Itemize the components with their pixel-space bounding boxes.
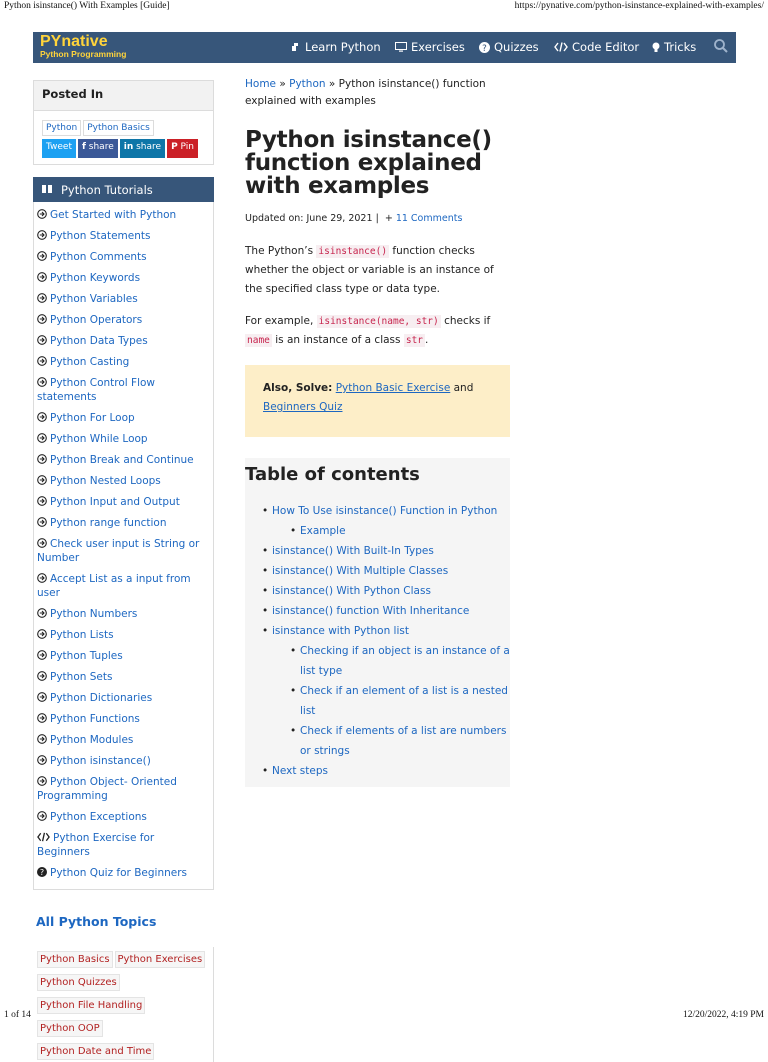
arrow-circle-right-icon	[37, 412, 47, 422]
arrow-circle-right-icon	[37, 671, 47, 681]
svg-text:?: ?	[39, 867, 45, 877]
tutorial-label: Python Sets	[50, 670, 113, 683]
arrow-circle-right-icon	[37, 356, 47, 366]
arrow-circle-right-icon	[37, 734, 47, 744]
inline-code: str	[405, 335, 424, 346]
print-url: https://pynative.com/python-isinstance-explained-with-examples/	[514, 1, 764, 11]
facebook-share-label: share	[88, 142, 114, 152]
arrow-circle-right-icon	[37, 314, 47, 324]
arrow-circle-right-icon	[37, 629, 47, 639]
tutorial-label: Accept List as a input from user	[37, 572, 191, 599]
facebook-icon: f	[81, 142, 86, 152]
sidebar-tutorial-link[interactable]	[37, 288, 210, 309]
toc-item[interactable]: • isinstance() With Multiple Classes	[245, 561, 510, 581]
arrow-circle-right-icon	[37, 650, 47, 660]
inline-code: isinstance(name, str)	[318, 316, 439, 327]
comments-link[interactable]: 11 Comments	[395, 213, 463, 224]
breadcrumb-separator: »	[328, 78, 336, 90]
arrow-circle-right-icon	[37, 272, 47, 282]
intro-paragraph	[245, 242, 510, 299]
text: function checks whether the object or variable is an instance of the specified class type or data type.	[245, 245, 494, 295]
posted-in-heading: Posted In	[34, 81, 213, 111]
sidebar-tutorial-link[interactable]	[37, 372, 210, 407]
sidebar	[33, 80, 214, 1062]
nav-learn-python[interactable]	[291, 40, 381, 54]
posted-in-card	[33, 80, 214, 165]
tutorial-label: Python Input and Output	[50, 495, 180, 508]
text: .	[425, 334, 429, 346]
updated-date: Updated on: June 29, 2021	[245, 213, 373, 224]
tutorial-label: Python Operators	[50, 313, 143, 326]
print-header	[0, 0, 768, 14]
facebook-share-button[interactable]	[78, 139, 118, 158]
tutorials-heading: Python Tutorials	[61, 182, 153, 197]
brand-name: PYnative	[40, 33, 108, 50]
topic-tag[interactable]: Python Basics	[37, 951, 113, 968]
code-icon	[554, 42, 568, 52]
sidebar-tutorial-link[interactable]	[37, 225, 210, 246]
example-paragraph	[245, 312, 510, 350]
toc-item[interactable]: • isinstance() function With Inheritance	[245, 601, 510, 621]
python-tutorials-header	[33, 177, 214, 202]
svg-text:?: ?	[482, 43, 487, 54]
sidebar-tutorial-link[interactable]	[37, 533, 210, 568]
nav-label: Learn Python	[305, 40, 381, 54]
arrow-circle-right-icon	[37, 811, 47, 821]
arrow-circle-right-icon	[37, 251, 47, 261]
pinterest-pin-label: Pin	[180, 142, 194, 152]
arrow-circle-right-icon	[37, 517, 47, 527]
topic-tag[interactable]: Python Exercises	[115, 951, 206, 968]
toc-item[interactable]: • isinstance() With Python Class	[245, 581, 510, 601]
topic-tag[interactable]: Python File Handling	[37, 997, 145, 1014]
sidebar-tutorial-link[interactable]	[37, 512, 210, 533]
arrow-circle-right-icon	[37, 713, 47, 723]
arrow-circle-right-icon	[37, 433, 47, 443]
topics-tags	[33, 947, 214, 1062]
sidebar-tutorial-link[interactable]	[37, 708, 210, 729]
print-page-number: 1 of 14	[4, 1010, 31, 1020]
sidebar-tutorial-link[interactable]	[37, 603, 210, 624]
toc-item[interactable]: • Check if an element of a list is a nested list	[245, 681, 510, 721]
sidebar-tutorial-link[interactable]	[37, 407, 210, 428]
inline-code: isinstance()	[318, 246, 388, 257]
meta-separator: |	[375, 213, 379, 224]
sidebar-tutorial-link[interactable]	[37, 687, 210, 708]
article	[245, 76, 510, 787]
sidebar-tutorial-link[interactable]	[37, 491, 210, 512]
sidebar-tutorial-link[interactable]	[37, 309, 210, 330]
sidebar-tutorial-link[interactable]	[37, 645, 210, 666]
nav-label: Code Editor	[572, 40, 640, 54]
sidebar-tutorial-link[interactable]	[37, 806, 210, 827]
sidebar-tutorial-link[interactable]	[37, 750, 210, 771]
text: and	[453, 382, 474, 394]
arrow-circle-right-icon	[37, 475, 47, 485]
breadcrumb-home[interactable]: Home	[245, 78, 277, 90]
nav-label: Exercises	[411, 40, 465, 54]
category-link-python[interactable]: Python	[42, 120, 81, 136]
sidebar-tutorial-link[interactable]	[37, 771, 210, 806]
tutorial-label: Python Statements	[50, 229, 151, 242]
sidebar-tutorial-link[interactable]	[37, 204, 210, 225]
arrow-circle-right-icon	[37, 692, 47, 702]
nav-label: Tricks	[664, 40, 697, 54]
linkedin-share-button[interactable]	[120, 139, 165, 158]
sidebar-tutorial-link[interactable]	[37, 351, 210, 372]
text: For example,	[245, 315, 314, 327]
print-footer	[0, 1008, 768, 1024]
tutorial-label: Python isinstance()	[50, 754, 151, 767]
tutorial-label: Python Break and Continue	[50, 453, 194, 466]
toc-item[interactable]: • isinstance() With Built-In Types	[245, 541, 510, 561]
toc-item[interactable]: • How To Use isinstance() Function in Python	[245, 501, 510, 521]
sidebar-tutorial-link[interactable]	[37, 862, 210, 883]
beginners-quiz-link[interactable]: Beginners Quiz	[263, 401, 343, 413]
arrow-circle-right-icon	[37, 377, 47, 387]
tweet-button[interactable]	[42, 139, 76, 158]
text: checks if	[444, 315, 491, 327]
arrow-circle-right-icon	[37, 209, 47, 219]
tweet-label: Tweet	[46, 142, 72, 152]
nav-code-editor[interactable]	[554, 40, 639, 54]
search-icon[interactable]	[713, 38, 729, 54]
tutorial-label: Python Lists	[50, 628, 114, 641]
arrow-circle-right-icon	[37, 496, 47, 506]
topic-tag[interactable]: Python Date and Time	[37, 1043, 154, 1060]
top-navbar	[33, 32, 736, 63]
article-meta	[245, 213, 510, 224]
linkedin-icon: in	[123, 142, 134, 152]
question-circle-icon	[37, 867, 47, 877]
tutorial-label: Get Started with Python	[50, 208, 177, 221]
table-of-contents	[245, 458, 510, 787]
sidebar-tutorial-link[interactable]	[37, 568, 210, 603]
tutorial-label: Python Exceptions	[50, 810, 147, 823]
toc-heading: Table of contents	[245, 464, 420, 485]
also-solve-label: Also, Solve:	[263, 382, 333, 394]
sidebar-tutorial-link[interactable]	[37, 267, 210, 288]
tutorial-label: Python Control Flow statements	[37, 376, 155, 403]
tutorial-label: Python Data Types	[50, 334, 148, 347]
print-page-title: Python isinstance() With Examples [Guide]	[4, 1, 170, 11]
toc-item[interactable]: • Next steps	[245, 761, 510, 781]
toc-item[interactable]: • Check if elements of a list are numbers or strings	[245, 721, 510, 761]
sidebar-tutorial-link[interactable]	[37, 246, 210, 267]
breadcrumb-python[interactable]: Python	[289, 78, 326, 90]
arrow-circle-right-icon	[37, 538, 47, 548]
site-logo[interactable]	[40, 34, 126, 59]
python-icon	[291, 42, 301, 52]
tutorial-label: Python For Loop	[50, 411, 135, 424]
arrow-circle-right-icon	[37, 335, 47, 345]
tutorial-label: Python Variables	[50, 292, 138, 305]
sidebar-tutorial-link[interactable]	[37, 729, 210, 750]
tutorial-label: Python Object- Oriented Programming	[37, 775, 177, 802]
question-circle-icon	[479, 42, 490, 53]
sidebar-tutorial-link[interactable]	[37, 666, 210, 687]
lightbulb-icon	[652, 42, 660, 53]
tutorial-label: Python Functions	[50, 712, 140, 725]
inline-code: name	[247, 335, 270, 346]
share-buttons	[42, 139, 205, 158]
sidebar-tutorial-link[interactable]	[37, 330, 210, 351]
toc-list	[245, 501, 510, 781]
toc-item[interactable]: • isinstance with Python list	[245, 621, 510, 641]
tutorial-label: Python Modules	[50, 733, 134, 746]
breadcrumb-current: Python isinstance() function explained with examples	[245, 78, 486, 107]
all-topics-heading[interactable]: All Python Topics	[36, 914, 157, 929]
nav-quizzes[interactable]	[479, 40, 539, 54]
nav-label: Quizzes	[494, 40, 539, 54]
arrow-circle-right-icon	[37, 230, 47, 240]
also-solve-box	[245, 365, 510, 437]
sidebar-tutorial-link[interactable]	[37, 470, 210, 491]
breadcrumb-separator: »	[279, 78, 286, 90]
tutorial-label: Python Exercise for Beginners	[37, 831, 155, 858]
tutorial-label: Python Casting	[50, 355, 130, 368]
brand-tagline: Python Programming	[40, 49, 127, 59]
tutorial-label: Python While Loop	[50, 432, 148, 445]
arrow-circle-right-icon	[37, 755, 47, 765]
tutorial-label: Python range function	[50, 516, 167, 529]
toc-item[interactable]: • Example	[245, 521, 510, 541]
nav-tricks[interactable]	[652, 40, 696, 54]
monitor-icon	[395, 42, 407, 52]
sidebar-tutorial-link[interactable]	[37, 449, 210, 470]
comments-plus: +	[384, 213, 393, 224]
arrow-circle-right-icon	[37, 608, 47, 618]
text: is an instance of a class	[275, 334, 401, 346]
nav-exercises[interactable]	[395, 40, 465, 54]
toc-item[interactable]: • Checking if an object is an instance of a list type	[245, 641, 510, 681]
arrow-circle-right-icon	[37, 573, 47, 583]
tutorial-label: Check user input is String or Number	[37, 537, 200, 564]
sidebar-tutorial-link[interactable]	[37, 428, 210, 449]
sidebar-tutorial-link[interactable]	[37, 827, 210, 862]
basic-exercise-link[interactable]: Python Basic Exercise	[335, 382, 451, 394]
tutorials-list	[33, 202, 214, 890]
category-link-python-basics[interactable]: Python Basics	[83, 120, 154, 136]
tutorial-label: Python Quiz for Beginners	[50, 866, 187, 879]
print-datetime: 12/20/2022, 4:19 PM	[682, 1010, 764, 1020]
topic-tag[interactable]: Python Quizzes	[37, 974, 120, 991]
tutorial-label: Python Nested Loops	[50, 474, 161, 487]
linkedin-share-label: share	[136, 142, 162, 152]
arrow-circle-right-icon	[37, 293, 47, 303]
tutorial-label: Python Numbers	[50, 607, 138, 620]
book-icon	[41, 184, 53, 195]
page-title: Python isinstance() function explained with examples	[245, 127, 492, 199]
arrow-circle-right-icon	[37, 776, 47, 786]
breadcrumb	[245, 76, 510, 110]
pinterest-pin-button[interactable]	[167, 139, 198, 158]
tutorial-label: Python Comments	[50, 250, 147, 263]
code-icon	[37, 832, 50, 842]
tutorial-label: Python Keywords	[50, 271, 141, 284]
topic-tag[interactable]: Python OOP	[37, 1020, 103, 1037]
text: The Python’s	[245, 245, 314, 257]
sidebar-tutorial-link[interactable]	[37, 624, 210, 645]
arrow-circle-right-icon	[37, 454, 47, 464]
pinterest-icon: P	[171, 142, 178, 152]
tutorial-label: Python Dictionaries	[50, 691, 153, 704]
tutorial-label: Python Tuples	[50, 649, 123, 662]
